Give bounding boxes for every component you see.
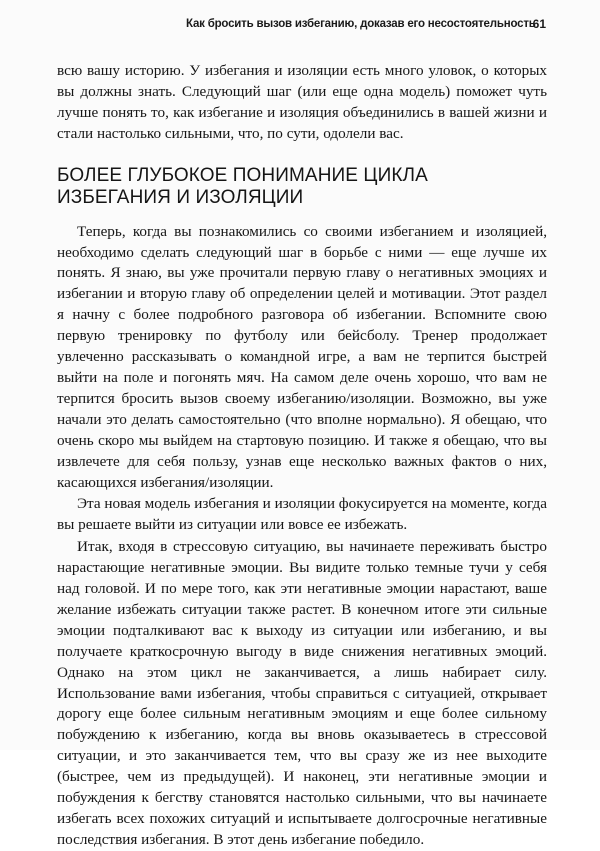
section-heading [57,165,547,209]
page-number: 61 [532,17,546,31]
paragraph-3: Итак, входя в стрессовую ситуацию, вы начинаете переживать быстро нарастающие негативные эмоции. Вы видите только темные тучи у себя над головой. И по мере того, как эти негативные эмоции нарастают, ваше желание избежать ситуации также растет. В конечном итоге эти сильные эмоции подталкивают вас к выходу из ситуации или избеганию, и вы получаете краткосрочную выгоду в виде снижения негативных эмоций. Однако на этом цикл не заканчивается, а лишь набирает силу. Использование вами избегания, чтобы справиться с ситуацией, открывает дорогу еще более сильным негативным эмоциям и еще более сильному побуждению к избеганию, когда вы вновь оказываетесь в стрессовой ситуации, и это заканчивается тем, что вы сразу же из нее выходите (быстрее, чем из предыдущей). И наконец, эти негативные эмоции и побуждения к бегству становятся настолько сильными, что вы начинаете избегать всех похожих ситуаций и испытываете долгосрочные негативные последствия избегания. В этот день избегание победило. [57,538,547,848]
running-header: Как бросить вызов избеганию, доказав его несостоятельность [186,18,536,30]
text-column [57,61,547,851]
paragraph-2: Эта новая модель избегания и изоляции фокусируется на моменте, когда вы решаете выйти из ситуации или вовсе ее избежать. [57,495,547,534]
section-heading-line-1: БОЛЕЕ ГЛУБОКОЕ ПОНИМАНИЕ ЦИКЛА [57,164,428,186]
paragraph-1: Теперь, когда вы познакомились со своими избеганием и изоляцией, необходимо сделать следующий шаг в борьбе с ними — еще лучше их понять. Я знаю, вы уже прочитали первую главу о негативных эмоциях и избегании и вторую главу об определении целей и мотивации. Этот раздел я начну с более подробного разговора об избегании. Вспомните свою первую тренировку по футболу или бейсболу. Тренер продолжает увлеченно рассказывать о командной игре, а вам не терпится быстрей выйти на поле и погонять мяч. На самом деле очень хорошо, что вам не терпится бросить вызов своему избеганию/изоляции. Возможно, вы уже начали это делать самостоятельно (что вполне нормально). Я обещаю, что очень скоро мы выйдем на стартовую позицию. И также я обещаю, что вы извлечете для себя пользу, узнав еще несколько важных фактов о них, касающихся избегания/изоляции. [57,222,547,491]
section-heading-line-2: ИЗБЕГАНИЯ И ИЗОЛЯЦИИ [57,186,304,208]
intro-paragraph: всю вашу историю. У избегания и изоляции есть много уловок, о которых вы должны знать. Следующий шаг (или еще одна модель) поможет чуть лучше понять то, как избегание и изоляция объединились в вашей жизни и стали настолько сильными, что, по сути, одолели вас. [57,62,547,142]
